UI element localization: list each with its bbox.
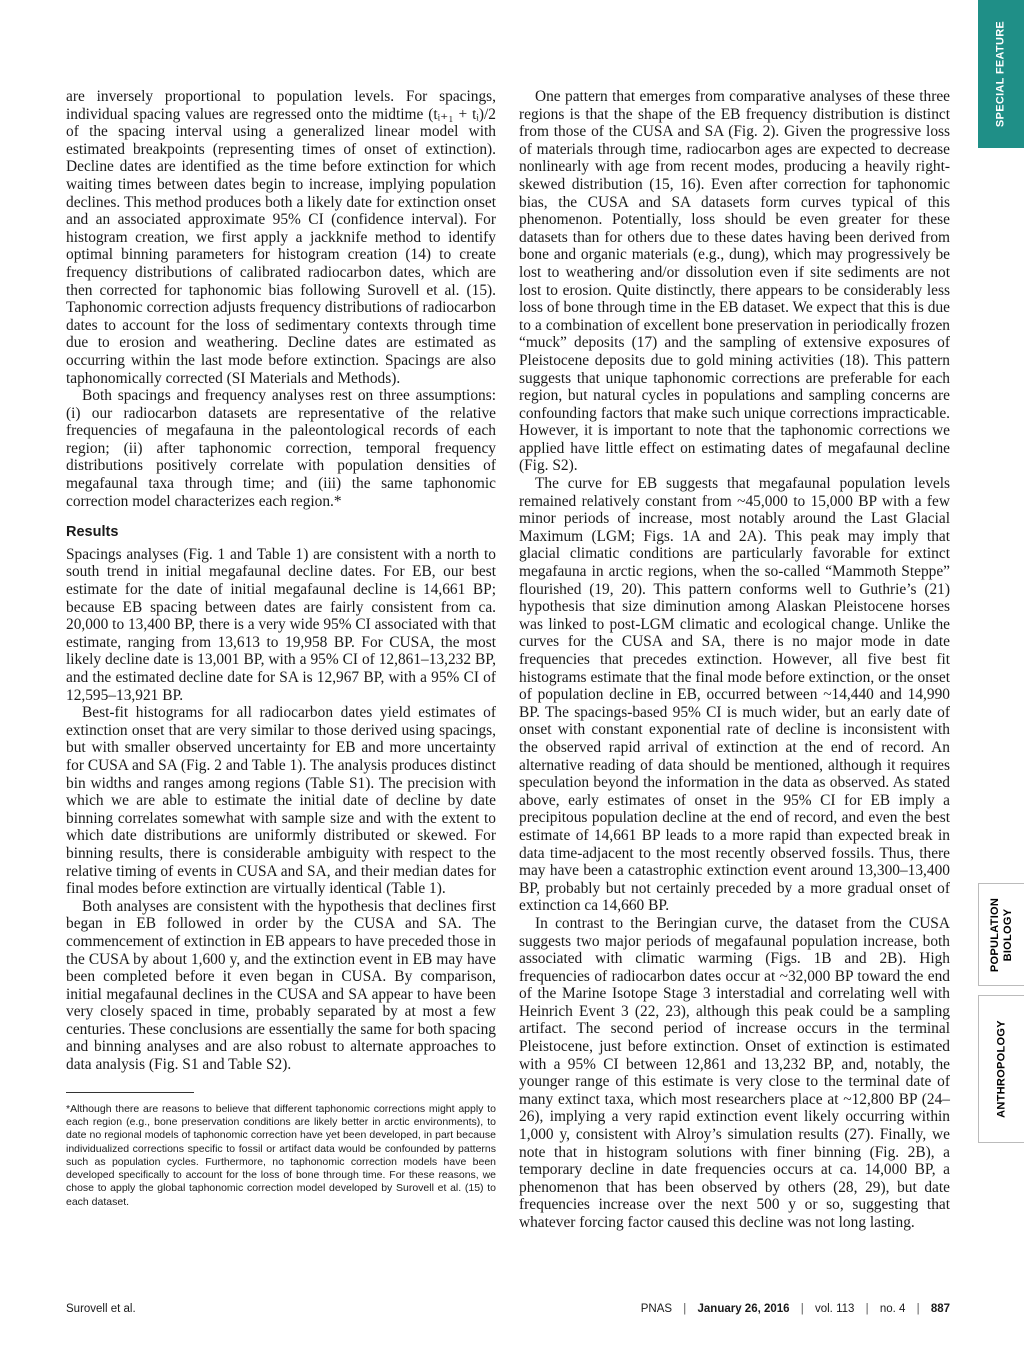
footer-page-number: 887 xyxy=(930,1303,950,1315)
footnote-divider xyxy=(66,1092,194,1093)
body-paragraph: are inversely proportional to population levels. For spacings, individual spacing values are regressed onto the midtime (tᵢ₊₁ + tᵢ)/2 of the spacing interval using a generalized linear model with estimated breakpoints (representing times of onset of extinction). Decline dates are identified as the time before extinction for which waiting times between dates begin to increase, implying population declines. This method produces both a likely date for extinction onset and an associated approximate 95% CI (confidence interval). For histogram creation, we first apply a jackknife method to identify optimal binning parameters for histogram creation (14) to create frequency distributions of calibrated radiocarbon dates, which are then corrected for taphonomic bias following Surovell et al. (15). Taphonomic correction adjusts frequency distributions of radiocarbon dates to account for the loss of sedimentary contexts through time due to erosion and weathering. Decline dates are estimated as occurring within the last mode before extinction. Spacings are also taphonomically corrected (SI Materials and Methods). xyxy=(66,88,496,387)
body-paragraph: Spacings analyses (Fig. 1 and Table 1) are consistent with a north to south trend in initial megafaunal decline dates. For EB, our best estimate for the date of initial megafaunal decline is 14,661 BP; because EB spacing between dates are fairly consistent from ca. 20,000 to 13,400 BP, there is a very wide 95% CI associated with that estimate, ranging from 13,613 to 19,958 BP. For CUSA, the most likely decline date is 13,001 BP, with a 95% CI of 12,861–13,232 BP, and the estimated decline date for SA is 12,967 BP, with a 95% CI of 12,595–13,921 BP. xyxy=(66,545,497,704)
body-paragraph: Best-fit histograms for all radiocarbon dates yield estimates of extinction onset that are very similar to those derived using spacings, but with smaller observed uncertainty for EB and more uncertainty for CUSA and SA (Fig. 2 and Table 1). The analysis produces distinct bin widths and ranges among regions (Table S1). The precision with which we are able to estimate the initial date of decline by date binning correlates somewhat with sample size and with the extent to which date distributions are uniformly distributed or skewed. For binning results, there is considerable ambiguity with respect to the relative timing of events in CUSA and SA, and their median dates for final modes before extinction are virtually identical (Table 1). xyxy=(66,704,496,898)
left-column xyxy=(66,88,496,1209)
body-paragraph: One pattern that emerges from comparative analyses of these three regions is that the shape of the EB frequency distribution is distinct from those of the CUSA and SA (Fig. 2). Given the progressive loss of materials through time, radiocarbon ages are expected to decrease nonlinearly with age from recent modes, producing a heavily right-skewed distribution (15, 16). Even after correction for taphonomic bias, the CUSA and SA datasets form curves typical of this phenomenon. Potentially, loss should be even greater for these datasets than for others due to these dates having been derived from bone and organic materials (e.g., dung), which may progressively be lost to weathering and/or dissolution even if site sediments are not lost to erosion. Quite distinctly, there appears to be considerably less loss of bone through time in the EB dataset. We expect that this is due to a combination of excellent bone preservation in periodically frozen “muck” deposits (17) and the sampling of extensive exposures of Pleistocene deposits due to gold mining activities (18). This pattern suggests that unique taphonomic corrections are preferable for each region, but natural cycles in populations and sampling concerns are confounding factors that make such unique corrections impracticable. However, it is important to note that the taphonomic corrections we applied have little effect on estimating dates of megafaunal decline (Fig. S2). xyxy=(519,88,950,475)
footer-issue: no. 4 xyxy=(879,1303,906,1315)
body-paragraph: The curve for EB suggests that megafaunal population levels remained relatively constant from ~45,000 to 15,000 BP with a few minor periods of increase, most notably around the Last Glacial Maximum (LGM; Figs. 1A and 2A). This peak may imply that glacial climatic conditions are particularly favorable for extinct megafauna in arctic regions, when the so-called “Mammoth Steppe” flourished (19, 20). This pattern conforms well to Guthrie’s (21) hypothesis that size diminution among Alaskan Pleistocene horses was linked to post-LGM climatic and ecological change. Unlike the curves for the CUSA and SA, there is no major mode in date frequencies that precedes extinction. However, all five best fit histograms estimate that the final mode before extinction, or the onset of population decline in EB, occurred between ~14,440 and 14,990 BP. The spacings-based 95% CI is much wider, but an early date of onset with constant exponential rate of decline is inconsistent with the observed rapid arrival of extinction at the end of record. An alternative reading of data should be mentioned, although it requires speculation beyond the information in the data as observed. As stated above, early estimates of onset in the 95% CI for EB imply a precipitous population decline at the end of record, and even the best estimate of 14,661 BP leads to a more rapid than expected break in data time-adjacent to the most recently observed fossils. Thus, there may have been a catastrophic extinction event around 13,300–13,400 BP, probably but not certainly preceded by a more gradual onset of extinction ca 14,660 BP. xyxy=(519,475,950,915)
footer-journal: PNAS xyxy=(640,1303,673,1315)
footer-separator: | xyxy=(800,1303,804,1315)
side-tab-label: SPECIAL FEATURE xyxy=(994,20,1007,128)
footer-date: January 26, 2016 xyxy=(697,1303,790,1315)
side-tab-anthropology xyxy=(978,995,1024,1143)
footer-separator: | xyxy=(865,1303,869,1315)
footer-separator: | xyxy=(916,1303,920,1315)
footer-authors: Surovell et al. xyxy=(66,1303,136,1315)
footnote: *Although there are reasons to believe that different taphonomic corrections might apply to each region (e.g., bone preservation conditions are likely better in arctic environments), to date no regional models of taphonomic correction have yet been developed, in part because individualized corrections specific to fossil or artifact data would be confounded by patterns such as population cycles. Furthermore, no taphonomic correction models have been developed specifically to account for the loss of bone through time. For these reasons, we chose to apply the global taphonomic correction model developed by Surovell et al. (15) to each dataset. xyxy=(66,1102,496,1208)
side-tab-label-line: BIOLOGY xyxy=(1001,908,1014,961)
footer-separator: | xyxy=(683,1303,687,1315)
body-paragraph: Both spacings and frequency analyses rest on three assumptions: (i) our radiocarbon datasets are representative of the relative frequencies of megafauna in the paleontological records of each region; (ii) after taphonomic correction, temporal frequency distributions positively correlate with population densities of megafaunal taxa through time; and (iii) the same taphonomic correction model characterizes each region.* xyxy=(66,387,496,510)
side-tab-population-biology xyxy=(978,883,1024,986)
right-column xyxy=(519,88,950,1232)
body-paragraph: Both analyses are consistent with the hypothesis that declines first began in EB followed in order by the CUSA and SA. The commencement of extinction in EB appears to have preceded those in the CUSA by about 1,600 y, and the extinction event in EB may have been completed before it even began in CUSA. By comparison, initial megafaunal declines in the CUSA and SA appear to have been very closely spaced in time, probably separated by at most a few centuries. These conclusions are essentially the same for both spacing and binning analyses and are also robust to alternate approaches to data analysis (Fig. S1 and Table S2). xyxy=(66,897,496,1074)
side-tab-label-line: POPULATION xyxy=(988,897,1001,972)
section-heading-results: Results xyxy=(66,524,119,541)
footer-citation xyxy=(641,1303,950,1315)
side-tab-label: ANTHROPOLOGY xyxy=(995,1020,1007,1118)
body-paragraph: In contrast to the Beringian curve, the dataset from the CUSA suggests two major periods of megafaunal population increase, both associated with climatic warming (Figs. 1B and 2B). High frequencies of radiocarbon dates occur at ~32,000 BP toward the end of the Marine Isotope Stage 3 interstadial and correlating well with Heinrich Event 3 (22, 23), although this peak could be a sampling artifact. The second period of increase occurs in the terminal Pleistocene, just before extinction. Onset of extinction is estimated with a 95% CI between 12,861 and 13,232 BP, and, notably, the younger range of this estimate is very close to the terminal date of many extinct taxa, which most researchers place at ~12,800 BP (24–26), implying a very rapid extinction event likely occurring within 1,000 y, consistent with Alroy’s simulation results (27). Finally, we note that in histogram solutions with finer binning (Fig. 2B), a temporary decline in date frequencies occurs at ca. 14,000 BP, a phenomenon that has been observed by others (28, 29), but date frequencies increase over the next 500 y or so, suggesting that whatever forcing factor caused this decline was not long lasting. xyxy=(519,914,950,1231)
footer-volume: vol. 113 xyxy=(814,1303,855,1315)
side-tab-special-feature xyxy=(978,0,1024,148)
side-tab-label xyxy=(989,897,1015,971)
